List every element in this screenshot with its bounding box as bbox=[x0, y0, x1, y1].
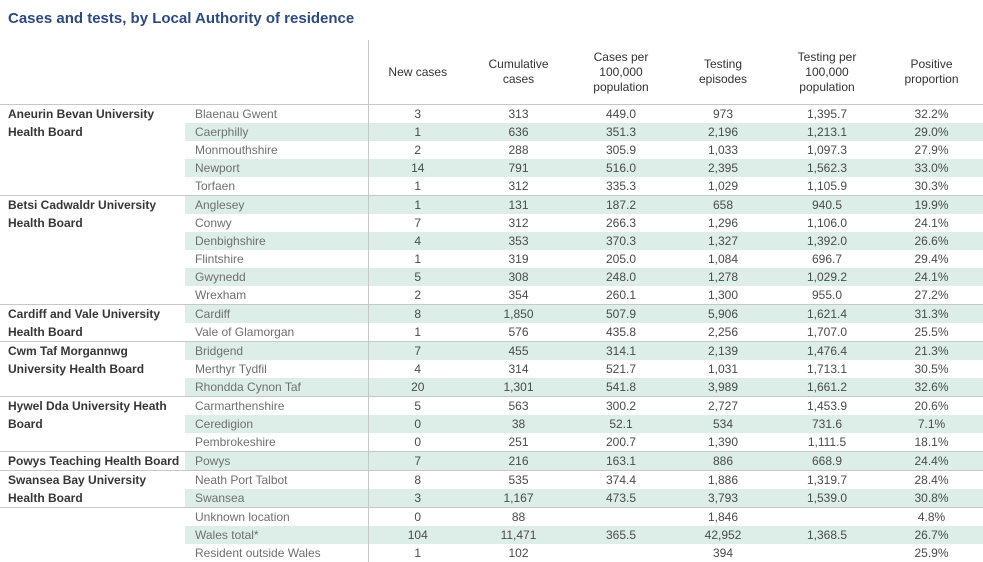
value-cell: 163.1 bbox=[570, 452, 672, 471]
value-cell: 38 bbox=[467, 415, 570, 433]
value-cell: 1,031 bbox=[707, 362, 739, 376]
value-cell: 30.5% bbox=[914, 362, 949, 376]
value-cell: 27.2% bbox=[914, 288, 949, 302]
value-cell bbox=[774, 544, 880, 562]
value-cell: 2,727 bbox=[672, 397, 774, 416]
value-cell: 1 bbox=[414, 252, 422, 266]
value-cell: 1,278 bbox=[672, 268, 774, 286]
local-authority-label: Swansea bbox=[185, 489, 368, 508]
value-cell: 25.5% bbox=[914, 325, 949, 339]
value-cell: 576 bbox=[508, 325, 529, 339]
health-board-label: Swansea Bay University Health Board bbox=[0, 471, 185, 508]
value-cell: 1,476.4 bbox=[774, 342, 880, 361]
value-cell: 30.3% bbox=[914, 179, 949, 193]
value-cell: 14 bbox=[368, 159, 467, 177]
value-cell: 3,793 bbox=[672, 489, 774, 508]
local-authority-label: Bridgend bbox=[185, 342, 368, 361]
value-cell: 5 bbox=[368, 268, 467, 286]
value-cell: 319 bbox=[508, 252, 529, 266]
value-cell: 2,196 bbox=[672, 123, 774, 141]
health-board-group bbox=[0, 397, 983, 452]
table-row[interactable] bbox=[0, 397, 983, 416]
value-cell: 353 bbox=[467, 232, 570, 250]
value-cell: 24.1% bbox=[880, 268, 983, 286]
value-cell: 3 bbox=[414, 107, 422, 121]
value-cell: 30.8% bbox=[880, 489, 983, 508]
value-cell: 1,621.4 bbox=[774, 305, 880, 324]
value-cell: 2,256 bbox=[707, 325, 739, 339]
value-cell: 300.2 bbox=[570, 397, 672, 416]
value-cell: 696.7 bbox=[811, 252, 843, 266]
value-cell: 7 bbox=[414, 216, 422, 230]
page-title: Cases and tests, by Local Authority of residence bbox=[8, 10, 355, 27]
value-cell: 394 bbox=[712, 546, 734, 560]
value-cell: 1,327 bbox=[672, 232, 774, 250]
value-cell: 26.7% bbox=[880, 526, 983, 544]
value-cell bbox=[570, 544, 672, 562]
value-cell: 8 bbox=[368, 305, 467, 324]
local-authority-label: Blaenau Gwent bbox=[185, 105, 368, 124]
value-cell: 288 bbox=[508, 143, 529, 157]
table-header bbox=[0, 40, 983, 105]
value-cell: 473.5 bbox=[570, 489, 672, 508]
value-cell: 1,846 bbox=[672, 508, 774, 527]
local-authority-label: Neath Port Talbot bbox=[185, 471, 368, 490]
value-cell: 1,368.5 bbox=[774, 526, 880, 544]
value-cell: 313 bbox=[508, 107, 529, 121]
value-cell: 4 bbox=[414, 362, 422, 376]
value-cell: 1,453.9 bbox=[774, 397, 880, 416]
value-cell: 32.2% bbox=[914, 107, 949, 121]
table-row[interactable] bbox=[0, 452, 983, 471]
local-authority-label: Ceredigion bbox=[185, 415, 368, 433]
value-cell: 1,707.0 bbox=[806, 325, 848, 339]
value-cell: 308 bbox=[467, 268, 570, 286]
value-cell: 314 bbox=[508, 362, 529, 376]
health-board-label: Cwm Taf Morgannwg University Health Board bbox=[0, 342, 185, 397]
value-cell: 1,390 bbox=[707, 435, 739, 449]
value-cell: 658 bbox=[672, 196, 774, 215]
table-row[interactable] bbox=[0, 305, 983, 324]
value-cell: 7 bbox=[368, 452, 467, 471]
value-cell: 1,106.0 bbox=[806, 216, 848, 230]
value-cell: 1,111.5 bbox=[807, 435, 847, 449]
local-authority-label: Anglesey bbox=[185, 196, 368, 215]
value-cell: 2,395 bbox=[672, 159, 774, 177]
value-cell: 18.1% bbox=[914, 435, 949, 449]
value-cell: 24.1% bbox=[914, 216, 949, 230]
value-cell: 5,906 bbox=[672, 305, 774, 324]
value-cell: 521.7 bbox=[605, 362, 637, 376]
value-cell: 955.0 bbox=[811, 288, 843, 302]
value-cell: 20 bbox=[368, 378, 467, 397]
column-header-testing-per-100k: Testing per 100,000 population bbox=[774, 40, 880, 105]
local-authority-label: Denbighshire bbox=[185, 232, 368, 250]
local-authority-label: Monmouthshire bbox=[185, 141, 368, 159]
value-cell: 7 bbox=[368, 342, 467, 361]
value-cell: 1,562.3 bbox=[774, 159, 880, 177]
value-cell: 1 bbox=[368, 196, 467, 215]
health-board-group bbox=[0, 471, 983, 508]
health-board-label: Cardiff and Vale University Health Board bbox=[0, 305, 185, 342]
health-board-label: Aneurin Bevan University Health Board bbox=[0, 105, 185, 196]
column-header-testing-episodes: Testing episodes bbox=[672, 40, 774, 105]
local-authority-label: Caerphilly bbox=[185, 123, 368, 141]
value-cell: 1,029 bbox=[707, 179, 739, 193]
value-cell: 455 bbox=[467, 342, 570, 361]
value-cell: 365.5 bbox=[570, 526, 672, 544]
health-board-label: Betsi Cadwaldr University Health Board bbox=[0, 196, 185, 305]
value-cell: 260.1 bbox=[605, 288, 637, 302]
value-cell: 27.9% bbox=[914, 143, 949, 157]
value-cell: 31.3% bbox=[880, 305, 983, 324]
local-authority-label: Pembrokeshire bbox=[185, 433, 368, 452]
value-cell: 351.3 bbox=[570, 123, 672, 141]
value-cell: 1,105.9 bbox=[806, 179, 848, 193]
local-authority-label: Vale of Glamorgan bbox=[185, 323, 368, 342]
health-board-group bbox=[0, 452, 983, 471]
value-cell: 354 bbox=[508, 288, 529, 302]
value-cell: 563 bbox=[467, 397, 570, 416]
value-cell: 4.8% bbox=[880, 508, 983, 527]
table-row[interactable] bbox=[0, 508, 983, 527]
value-cell: 1,296 bbox=[707, 216, 739, 230]
local-authority-label: Conwy bbox=[185, 214, 368, 232]
value-cell: 3,989 bbox=[672, 378, 774, 397]
value-cell: 2 bbox=[414, 288, 422, 302]
value-cell: 731.6 bbox=[774, 415, 880, 433]
value-cell: 940.5 bbox=[774, 196, 880, 215]
health-board-group bbox=[0, 305, 983, 342]
local-authority-label: Wales total* bbox=[185, 526, 368, 544]
value-cell: 266.3 bbox=[605, 216, 637, 230]
value-cell: 1,213.1 bbox=[774, 123, 880, 141]
value-cell: 0 bbox=[368, 415, 467, 433]
value-cell: 0 bbox=[414, 435, 422, 449]
value-cell: 1 bbox=[414, 325, 422, 339]
table-row[interactable] bbox=[0, 105, 983, 124]
value-cell: 636 bbox=[467, 123, 570, 141]
value-cell: 26.6% bbox=[880, 232, 983, 250]
value-cell: 2,139 bbox=[672, 342, 774, 361]
health-board-group bbox=[0, 196, 983, 305]
value-cell: 5 bbox=[368, 397, 467, 416]
value-cell: 1,029.2 bbox=[774, 268, 880, 286]
local-authority-label: Rhondda Cynon Taf bbox=[185, 378, 368, 397]
value-cell: 507.9 bbox=[570, 305, 672, 324]
value-cell: 0 bbox=[368, 508, 467, 527]
health-board-label: Hywel Dda University Heath Board bbox=[0, 397, 185, 452]
value-cell: 1,097.3 bbox=[806, 143, 848, 157]
header-row bbox=[0, 40, 983, 105]
value-cell: 4 bbox=[368, 232, 467, 250]
health-board-label: Powys Teaching Health Board bbox=[0, 452, 185, 471]
local-authority-label: Merthyr Tydfil bbox=[185, 360, 368, 378]
health-board-group bbox=[0, 508, 983, 562]
value-cell: 535 bbox=[467, 471, 570, 490]
value-cell: 1 bbox=[414, 546, 422, 560]
value-cell: 1,713.1 bbox=[806, 362, 848, 376]
local-authority-label: Unknown location bbox=[185, 508, 368, 527]
value-cell: 1 bbox=[414, 179, 422, 193]
local-authority-label: Cardiff bbox=[185, 305, 368, 324]
value-cell: 200.7 bbox=[605, 435, 637, 449]
value-cell: 1,392.0 bbox=[774, 232, 880, 250]
local-authority-label: Gwynedd bbox=[185, 268, 368, 286]
health-board-label bbox=[0, 508, 185, 562]
value-cell: 205.0 bbox=[605, 252, 637, 266]
value-cell: 668.9 bbox=[774, 452, 880, 471]
value-cell: 33.0% bbox=[880, 159, 983, 177]
value-cell: 516.0 bbox=[570, 159, 672, 177]
value-cell: 312 bbox=[508, 216, 529, 230]
value-cell: 28.4% bbox=[880, 471, 983, 490]
value-cell: 541.8 bbox=[570, 378, 672, 397]
value-cell: 1,395.7 bbox=[806, 107, 848, 121]
value-cell: 312 bbox=[508, 179, 529, 193]
value-cell: 29.4% bbox=[914, 252, 949, 266]
value-cell: 88 bbox=[467, 508, 570, 527]
value-cell: 104 bbox=[368, 526, 467, 544]
value-cell: 131 bbox=[467, 196, 570, 215]
value-cell: 8 bbox=[368, 471, 467, 490]
local-authority-label: Wrexham bbox=[185, 286, 368, 305]
value-cell: 1,850 bbox=[467, 305, 570, 324]
table-row[interactable] bbox=[0, 342, 983, 361]
value-cell: 335.3 bbox=[605, 179, 637, 193]
local-authority-label: Powys bbox=[185, 452, 368, 471]
value-cell: 216 bbox=[467, 452, 570, 471]
cases-tests-table bbox=[0, 40, 983, 562]
table-row[interactable] bbox=[0, 196, 983, 215]
value-cell: 435.8 bbox=[605, 325, 637, 339]
local-authority-label: Resident outside Wales bbox=[185, 544, 368, 562]
column-header-cases-per-100k: Cases per 100,000 population bbox=[570, 40, 672, 105]
value-cell: 314.1 bbox=[570, 342, 672, 361]
row-header-spacer bbox=[0, 40, 368, 105]
dashboard-page bbox=[0, 8, 983, 562]
column-header-new-cases: New cases bbox=[368, 40, 467, 105]
value-cell: 25.9% bbox=[914, 546, 949, 560]
local-authority-label: Newport bbox=[185, 159, 368, 177]
value-cell: 1,539.0 bbox=[774, 489, 880, 508]
value-cell bbox=[570, 508, 672, 527]
value-cell: 449.0 bbox=[605, 107, 637, 121]
value-cell: 973 bbox=[712, 107, 734, 121]
value-cell: 1,084 bbox=[707, 252, 739, 266]
value-cell: 1,661.2 bbox=[774, 378, 880, 397]
value-cell: 29.0% bbox=[880, 123, 983, 141]
value-cell: 21.3% bbox=[880, 342, 983, 361]
value-cell: 1,300 bbox=[707, 288, 739, 302]
value-cell: 20.6% bbox=[880, 397, 983, 416]
value-cell: 52.1 bbox=[570, 415, 672, 433]
health-board-group bbox=[0, 342, 983, 397]
value-cell: 1,167 bbox=[467, 489, 570, 508]
value-cell: 102 bbox=[508, 546, 529, 560]
value-cell: 251 bbox=[508, 435, 529, 449]
value-cell: 7.1% bbox=[880, 415, 983, 433]
value-cell: 42,952 bbox=[672, 526, 774, 544]
value-cell: 886 bbox=[672, 452, 774, 471]
value-cell: 370.3 bbox=[570, 232, 672, 250]
value-cell: 1,033 bbox=[707, 143, 739, 157]
value-cell: 187.2 bbox=[570, 196, 672, 215]
local-authority-label: Torfaen bbox=[185, 177, 368, 196]
value-cell: 1,301 bbox=[467, 378, 570, 397]
value-cell: 248.0 bbox=[570, 268, 672, 286]
value-cell: 19.9% bbox=[880, 196, 983, 215]
value-cell bbox=[774, 508, 880, 527]
value-cell: 11,471 bbox=[467, 526, 570, 544]
column-header-cumulative-cases: Cumulative cases bbox=[467, 40, 570, 105]
value-cell: 1,886 bbox=[672, 471, 774, 490]
value-cell: 374.4 bbox=[570, 471, 672, 490]
value-cell: 2 bbox=[414, 143, 422, 157]
local-authority-label: Carmarthenshire bbox=[185, 397, 368, 416]
table-row[interactable] bbox=[0, 471, 983, 490]
value-cell: 791 bbox=[467, 159, 570, 177]
value-cell: 32.6% bbox=[880, 378, 983, 397]
value-cell: 3 bbox=[368, 489, 467, 508]
column-header-positive-proportion: Positive proportion bbox=[880, 40, 983, 105]
value-cell: 534 bbox=[672, 415, 774, 433]
value-cell: 24.4% bbox=[880, 452, 983, 471]
value-cell: 305.9 bbox=[605, 143, 637, 157]
health-board-group bbox=[0, 105, 983, 196]
value-cell: 1 bbox=[368, 123, 467, 141]
value-cell: 1,319.7 bbox=[774, 471, 880, 490]
local-authority-label: Flintshire bbox=[185, 250, 368, 268]
